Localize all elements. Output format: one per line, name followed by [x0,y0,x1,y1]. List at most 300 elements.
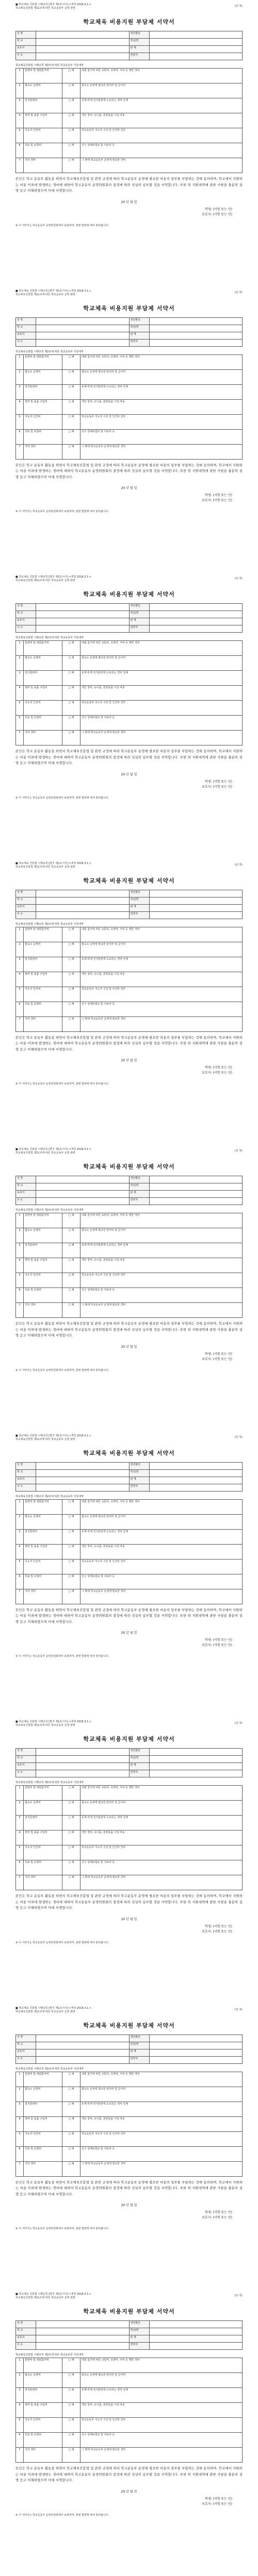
info-label: 생년월일 [129,1462,149,1469]
form-page [0,286,258,573]
item-row [16,98,243,113]
info-value [149,2035,243,2042]
item-content: 개인 장비, 유니폼, 훈련용품 구입 비용 [80,972,243,987]
item-number: 2 [16,1228,24,1243]
item-name: 지도자 인건비 [24,2131,62,2146]
form-title: 학교체육 비용지원 부담제 서약서 [83,1449,175,1456]
item-number: 7 [16,1875,24,1890]
form-header-line: 학교체육진흥법 제11조에 따른 학교운동부 운영 관련 [15,2296,75,2299]
info-row [16,625,243,633]
items-caption: 학교체육진흥법 시행규칙 제2조에 따른 학교운동부 지원내역 [15,1209,84,1212]
items-table [15,1213,243,1318]
info-label: 생년월일 [129,604,149,611]
info-value [36,1198,130,1205]
sign-date: 20 년 월 일 [121,200,137,204]
item-number: 6 [16,1288,24,1303]
item-name: 장비 및 용품 구입비 [24,399,62,414]
sign-date: 20 년 월 일 [121,1345,137,1349]
info-value [36,604,130,611]
info-value [149,1462,243,1469]
info-value [36,46,130,53]
info-row [16,2042,243,2049]
info-row [16,1183,243,1191]
student-signature: 학생: (서명 또는 인) [205,1352,232,1356]
item-name: 의료 및 보험비 [24,1574,62,1589]
item-check: □ 예 [62,98,80,113]
item-number: 6 [16,429,24,444]
item-name: 훈련비 및 대회참가비 [24,69,62,83]
student-signature: 학생: (서명 또는 인) [205,494,232,497]
item-row [16,1228,243,1243]
item-content: 동계·하계 전지훈련에 소요되는 경비 일체 [80,957,243,972]
info-label: 학년/반 [129,897,149,904]
item-row [16,1514,243,1529]
item-content: 개인 장비, 유니폼, 훈련용품 구입 비용 [80,1258,243,1273]
item-content: 동계·하계 전지훈련에 소요되는 경비 일체 [80,2102,243,2116]
footnote: ※ 이 서약서는 학교운동부 운영위원회에서 보관하며, 관련 법령에 따라 관리됩니다. [15,1941,109,1944]
item-row [16,83,243,98]
item-row [16,1589,243,1604]
info-label: 보호자 [16,332,36,339]
item-number: 4 [16,113,24,128]
item-number: 3 [16,1529,24,1544]
info-value [149,53,243,60]
item-name: 지도자 인건비 [24,1845,62,1860]
info-value [149,1198,243,1205]
item-name: 합숙소 운영비 [24,1228,62,1243]
item-content: 그 밖에 학교운동부 운영에 필요한 경비 [80,1875,243,1890]
item-check: □ 예 [62,1228,80,1243]
page-side-note: (앞 쪽) [234,2008,243,2011]
item-content: 그 밖에 학교운동부 운영에 필요한 경비 [80,158,243,173]
item-check: □ 예 [62,1544,80,1559]
items-table [15,354,243,460]
info-value [36,1763,130,1770]
items-caption: 학교체육진흥법 시행규칙 제2조에 따른 학교운동부 지원내역 [15,636,84,639]
item-row [16,2418,243,2433]
item-content: 합숙소 운영에 필요한 관리비 및 급식비 [80,1801,243,1816]
info-label: 보호자 [16,46,36,53]
info-label: 보호자 [16,904,36,911]
info-row [16,46,243,53]
item-row [16,1288,243,1303]
item-content: 동계·하계 전지훈련에 소요되는 경비 일체 [80,384,243,399]
item-number: 6 [16,2146,24,2161]
item-name: 훈련비 및 대회참가비 [24,354,62,369]
item-number: 5 [16,128,24,143]
info-value [149,2321,243,2328]
item-name: 장비 및 용품 구입비 [24,2116,62,2131]
item-check: □ 예 [62,2418,80,2433]
signature-block [15,493,243,503]
info-value [149,890,243,897]
items-caption: 학교체육진흥법 시행규칙 제2조에 따른 학교운동부 지원내역 [15,2353,84,2357]
info-value [149,325,243,332]
item-check: □ 예 [62,1243,80,1258]
info-label: 성 명 [16,1176,36,1183]
form-page [0,572,258,859]
item-check: □ 예 [62,2403,80,2418]
item-row [16,2388,243,2403]
item-name: 전지훈련비 [24,671,62,686]
item-name: 전지훈련비 [24,2102,62,2116]
info-row [16,339,243,346]
item-name: 기타 경비 [24,731,62,745]
item-number: 5 [16,2131,24,2146]
item-content: 동계·하계 전지훈련에 소요되는 경비 일체 [80,1529,243,1544]
info-label: 학 교 [16,39,36,46]
item-row [16,2131,243,2146]
info-value [149,1756,243,1763]
item-name: 지도자 인건비 [24,987,62,1002]
info-label: 성 명 [16,31,36,39]
info-value [36,2343,130,2350]
info-label: 보호자 [16,2049,36,2056]
pledge-text: 본인은 학교 운동부 활동을 하면서 학교체육진흥법 및 관련 규정에 따라 학교운동부 운영에 필요한 비용의 일부를 부담하는 것에 동의하며, 학교에서 지원하는 비용 이외에 발생하는 경비에 대하여 학교운동부 운영위원회의 결정에 따라 성실히 납부할 것을 서약합니다. 또한 위 지원내역에 관한 사항을 충분히 설명 듣고 이해하였으며 이에 서명합니다. [15,1036,243,1052]
form-page [0,0,258,286]
item-number: 1 [16,1499,24,1514]
info-label: 성 명 [16,890,36,897]
info-value [149,904,243,911]
item-number: 5 [16,414,24,429]
info-value [149,604,243,611]
item-name: 합숙소 운영비 [24,1801,62,1816]
item-row [16,2146,243,2161]
item-content: 개인 장비, 유니폼, 훈련용품 구입 비용 [80,399,243,414]
item-check: □ 예 [62,2131,80,2146]
item-number: 5 [16,701,24,716]
item-check: □ 예 [62,2102,80,2116]
item-name: 의료 및 보험비 [24,2146,62,2161]
signature-block [15,1638,243,1648]
item-check: □ 예 [62,716,80,731]
item-content: 학교운동부 지도자 수당 및 인건비 일부 [80,128,243,143]
item-content: 개인 장비, 유니폼, 훈련용품 구입 비용 [80,686,243,701]
student-signature: 학생: (서명 또는 인) [205,207,232,211]
item-row [16,1574,243,1589]
item-number: 7 [16,731,24,745]
item-content: 선수 상해보험료 및 치료비 등 [80,1574,243,1589]
info-value [149,1469,243,1477]
info-value [149,317,243,325]
info-row [16,1477,243,1484]
info-row [16,2056,243,2063]
item-row [16,399,243,414]
form-header-line: ■ 학교체육 진흥법 시행규칙 [별지 제1호서식] <개정 2018.3.1.> [15,289,91,293]
item-check: □ 예 [62,2448,80,2463]
item-check: □ 예 [62,399,80,414]
footnote: ※ 이 서약서는 학교운동부 운영위원회에서 보관하며, 관련 법령에 따라 관리됩니다. [15,1655,109,1658]
student-signature: 학생: (서명 또는 인) [205,779,232,784]
info-value [36,611,130,618]
item-number: 5 [16,1559,24,1574]
item-name: 의료 및 보험비 [24,143,62,158]
info-label: 학년/반 [129,1756,149,1763]
item-number: 6 [16,1860,24,1875]
info-row [16,2321,243,2328]
item-row [16,69,243,83]
info-row [16,890,243,897]
info-label: 성 명 [16,317,36,325]
form-header-line: 학교체육진흥법 제11조에 따른 학교운동부 운영 관련 [15,1724,75,1727]
info-row [16,1484,243,1491]
info-value [149,1183,243,1191]
info-label: 주 소 [16,625,36,633]
item-content: 합숙소 운영에 필요한 관리비 및 급식비 [80,1228,243,1243]
item-content: 합숙소 운영에 필요한 관리비 및 급식비 [80,2087,243,2102]
item-check: □ 예 [62,1514,80,1529]
info-label: 생년월일 [129,317,149,325]
item-number: 1 [16,2358,24,2373]
item-row [16,1303,243,1318]
pledge-text: 본인은 학교 운동부 활동을 하면서 학교체육진흥법 및 관련 규정에 따라 학교운동부 운영에 필요한 비용의 일부를 부담하는 것에 동의하며, 학교에서 지원하는 비용 이외에 발생하는 경비에 대하여 학교운동부 운영위원회의 결정에 따라 성실히 납부할 것을 서약합니다. 또한 위 지원내역에 관한 사항을 충분히 설명 듣고 이해하였으며 이에 서명합니다. [15,2467,243,2482]
guardian-signature: 보호자: (서명 또는 인) [202,1929,232,1934]
info-label: 성 명 [16,2321,36,2328]
item-check: □ 예 [62,1288,80,1303]
item-row [16,957,243,972]
info-label: 생년월일 [129,2321,149,2328]
item-name: 전지훈련비 [24,1529,62,1544]
item-row [16,1831,243,1845]
info-row [16,611,243,618]
item-check: □ 예 [62,2072,80,2087]
item-row [16,2102,243,2116]
info-label: 주 소 [16,2056,36,2063]
form-page [0,1145,258,1431]
item-row [16,1559,243,1574]
item-check: □ 예 [62,1816,80,1831]
form-title: 학교체육 비용지원 부담제 서약서 [83,1163,175,1170]
item-row [16,686,243,701]
item-check: □ 예 [62,2116,80,2131]
item-row [16,2358,243,2373]
info-value [36,1469,130,1477]
item-row [16,143,243,158]
form-header-line: ■ 학교체육 진흥법 시행규칙 [별지 제1호서식] <개정 2018.3.1.> [15,575,91,579]
item-row [16,1273,243,1288]
info-label: 학 교 [16,1756,36,1763]
info-value [36,2335,130,2343]
item-name: 합숙소 운영비 [24,369,62,384]
item-number: 3 [16,2388,24,2403]
info-label: 관 계 [129,1191,149,1198]
item-number: 1 [16,354,24,369]
item-number: 1 [16,2072,24,2087]
item-check: □ 예 [62,158,80,173]
item-row [16,429,243,444]
item-check: □ 예 [62,2358,80,2373]
info-label: 학년/반 [129,2328,149,2335]
item-check: □ 예 [62,1831,80,1845]
info-label: 관 계 [129,618,149,625]
item-name: 지도자 인건비 [24,1559,62,1574]
item-name: 의료 및 보험비 [24,1002,62,1016]
item-row [16,1243,243,1258]
items-table [15,1499,243,1604]
info-row [16,911,243,919]
info-label: 연락처 [129,1770,149,1777]
item-content: 동계·하계 전지훈련에 소요되는 경비 일체 [80,1816,243,1831]
pledge-text: 본인은 학교 운동부 활동을 하면서 학교체육진흥법 및 관련 규정에 따라 학교운동부 운영에 필요한 비용의 일부를 부담하는 것에 동의하며, 학교에서 지원하는 비용 이외에 발생하는 경비에 대하여 학교운동부 운영위원회의 결정에 따라 성실히 납부할 것을 서약합니다. 또한 위 지원내역에 관한 사항을 충분히 설명 듣고 이해하였으며 이에 서명합니다. [15,1894,243,1910]
item-content: 대회 참가에 따른 교통비, 숙박비, 식비 등 제반 경비 [80,69,243,83]
item-row [16,1845,243,1860]
item-content: 선수 상해보험료 및 치료비 등 [80,2146,243,2161]
info-value [36,618,130,625]
item-check: □ 예 [62,972,80,987]
item-check: □ 예 [62,414,80,429]
item-number: 7 [16,2161,24,2176]
page-side-note: (앞 쪽) [234,1722,243,1725]
info-label: 주 소 [16,2343,36,2350]
footnote: ※ 이 서약서는 학교운동부 운영위원회에서 보관하며, 관련 법령에 따라 관리됩니다. [15,1082,109,1086]
info-label: 생년월일 [129,1749,149,1756]
item-number: 5 [16,2418,24,2433]
info-value [149,31,243,39]
item-content: 그 밖에 학교운동부 운영에 필요한 경비 [80,731,243,745]
item-name: 지도자 인건비 [24,701,62,716]
form-header-line: ■ 학교체육 진흥법 시행규칙 [별지 제1호서식] <개정 2018.3.1.> [15,861,91,865]
form-header-line: 학교체육진흥법 제11조에 따른 학교운동부 운영 관련 [15,865,75,869]
item-content: 동계·하계 전지훈련에 소요되는 경비 일체 [80,671,243,686]
item-content: 선수 상해보험료 및 치료비 등 [80,1860,243,1875]
info-label: 성 명 [16,604,36,611]
info-value [36,911,130,919]
item-number: 3 [16,957,24,972]
info-value [149,2343,243,2350]
signature-block [15,779,243,790]
item-check: □ 예 [62,354,80,369]
item-check: □ 예 [62,1213,80,1228]
info-row [16,1198,243,1205]
item-check: □ 예 [62,1002,80,1016]
item-check: □ 예 [62,128,80,143]
student-signature: 학생: (서명 또는 인) [205,1066,232,1070]
item-content: 학교운동부 지도자 수당 및 인건비 일부 [80,701,243,716]
info-label: 생년월일 [129,890,149,897]
info-value [149,611,243,618]
item-number: 4 [16,1831,24,1845]
item-row [16,113,243,128]
info-row [16,2335,243,2343]
item-name: 장비 및 용품 구입비 [24,1258,62,1273]
info-label: 주 소 [16,1770,36,1777]
item-number: 2 [16,2087,24,2102]
item-check: □ 예 [62,987,80,1002]
info-value [149,2056,243,2063]
info-label: 성 명 [16,1462,36,1469]
info-label: 관 계 [129,46,149,53]
info-label: 주 소 [16,1198,36,1205]
item-number: 1 [16,927,24,942]
info-value [36,2042,130,2049]
item-name: 기타 경비 [24,1016,62,1031]
info-label: 보호자 [16,1191,36,1198]
sign-date: 20 년 월 일 [121,1917,137,1921]
item-check: □ 예 [62,671,80,686]
info-value [149,1763,243,1770]
signature-block [15,207,243,217]
item-number: 3 [16,1816,24,1831]
info-value [36,325,130,332]
item-name: 훈련비 및 대회참가비 [24,1213,62,1228]
info-value [36,39,130,46]
item-content: 합숙소 운영에 필요한 관리비 및 급식비 [80,942,243,957]
page-side-note: (앞 쪽) [234,863,243,867]
info-row [16,1191,243,1198]
guardian-signature: 보호자: (서명 또는 인) [202,1071,232,1075]
items-caption: 학교체육진흥법 시행규칙 제2조에 따른 학교운동부 지원내역 [15,922,84,926]
signature-block [15,1924,243,1935]
page-side-note: (앞 쪽) [234,5,243,8]
info-row [16,1469,243,1477]
item-check: □ 예 [62,1875,80,1890]
info-value [149,1191,243,1198]
item-number: 3 [16,1243,24,1258]
info-value [149,1749,243,1756]
item-name: 장비 및 용품 구입비 [24,2403,62,2418]
sign-date: 20 년 월 일 [121,1059,137,1062]
info-row [16,1770,243,1777]
item-name: 합숙소 운영비 [24,83,62,98]
student-signature: 학생: (서명 또는 인) [205,2497,232,2501]
info-row [16,1176,243,1183]
item-name: 전지훈련비 [24,1816,62,1831]
item-row [16,2072,243,2087]
item-number: 7 [16,1016,24,1031]
item-name: 훈련비 및 대회참가비 [24,641,62,656]
page-side-note: (앞 쪽) [234,2294,243,2297]
pledge-text: 본인은 학교 운동부 활동을 하면서 학교체육진흥법 및 관련 규정에 따라 학교운동부 운영에 필요한 비용의 일부를 부담하는 것에 동의하며, 학교에서 지원하는 비용 이외에 발생하는 경비에 대하여 학교운동부 운영위원회의 결정에 따라 성실히 납부할 것을 서약합니다. 또한 위 지원내역에 관한 사항을 충분히 설명 듣고 이해하였으며 이에 서명합니다. [15,177,243,193]
info-label: 학년/반 [129,1183,149,1191]
item-name: 장비 및 용품 구입비 [24,1831,62,1845]
info-value [36,1176,130,1183]
item-number: 6 [16,716,24,731]
form-header-line: 학교체육진흥법 제11조에 따른 학교운동부 운영 관련 [15,7,75,10]
item-check: □ 예 [62,83,80,98]
item-number: 1 [16,641,24,656]
item-content: 그 밖에 학교운동부 운영에 필요한 경비 [80,1016,243,1031]
item-name: 훈련비 및 대회참가비 [24,1786,62,1801]
item-name: 훈련비 및 대회참가비 [24,927,62,942]
item-content: 학교운동부 지도자 수당 및 인건비 일부 [80,987,243,1002]
info-label: 관 계 [129,1477,149,1484]
guardian-signature: 보호자: (서명 또는 인) [202,2502,232,2506]
item-number: 7 [16,1589,24,1604]
info-label: 학 교 [16,2328,36,2335]
info-label: 관 계 [129,1763,149,1770]
item-check: □ 예 [62,2373,80,2388]
item-row [16,656,243,671]
info-label: 학 교 [16,1183,36,1191]
item-check: □ 예 [62,2433,80,2448]
item-row [16,158,243,173]
item-content: 대회 참가에 따른 교통비, 숙박비, 식비 등 제반 경비 [80,2358,243,2373]
signature-block [15,1352,243,1362]
info-label: 학 교 [16,2042,36,2049]
student-signature: 학생: (서명 또는 인) [205,1924,232,1928]
info-value [149,332,243,339]
item-number: 4 [16,686,24,701]
info-row [16,2343,243,2350]
info-label: 보호자 [16,2335,36,2343]
footnote: ※ 이 서약서는 학교운동부 운영위원회에서 보관하며, 관련 법령에 따라 관리됩니다. [15,224,109,227]
item-row [16,2448,243,2463]
item-content: 대회 참가에 따른 교통비, 숙박비, 식비 등 제반 경비 [80,641,243,656]
item-number: 7 [16,1303,24,1318]
item-row [16,2373,243,2388]
item-row [16,1258,243,1273]
info-value [36,2049,130,2056]
